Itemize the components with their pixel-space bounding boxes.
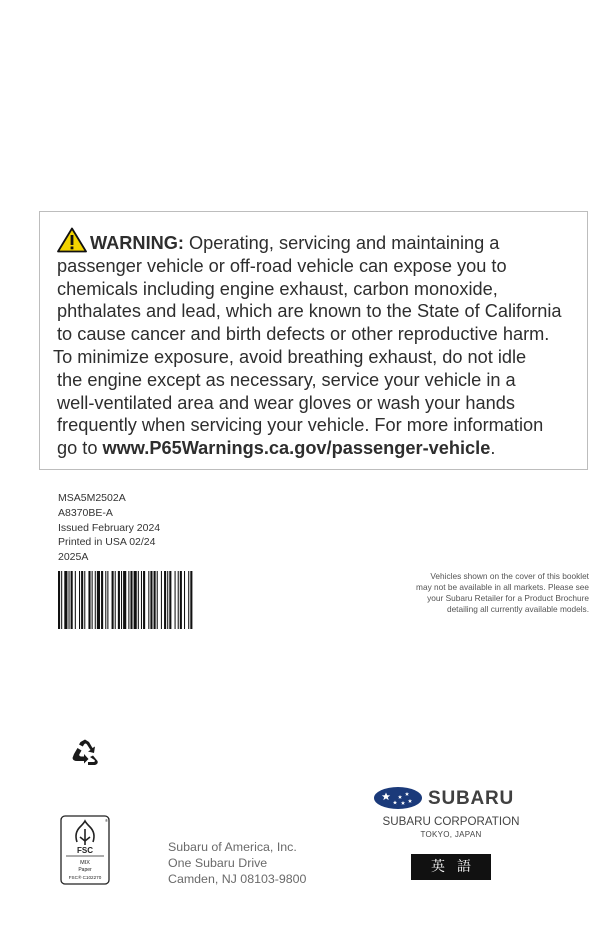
disclaimer-line: may not be available in all markets. Please see [416, 582, 589, 592]
cover-disclaimer [349, 571, 589, 615]
disclaimer-line: Vehicles shown on the cover of this booklet [430, 571, 589, 581]
barcode-bar [105, 571, 106, 629]
address-line: One Subaru Drive [168, 856, 268, 870]
publication-codes [58, 491, 160, 565]
warning-line: To minimize exposure, avoid breathing exhaust, do not idle [53, 346, 527, 367]
barcode-bar [164, 571, 166, 629]
barcode-bar [118, 571, 120, 629]
warning-line: the engine except as necessary, service your vehicle in a [57, 369, 516, 390]
barcode-bar [175, 571, 176, 629]
barcode-bar [121, 571, 122, 629]
barcode-bar [130, 571, 132, 629]
fsc-paper: Paper [78, 867, 92, 873]
barcode-bar [150, 571, 152, 629]
barcode-bar [138, 571, 139, 629]
barcode-bar [123, 571, 126, 629]
code-line: Issued February 2024 [58, 521, 161, 534]
fsc-mix: MIX [80, 860, 90, 866]
barcode-bar [101, 571, 103, 629]
fsc-code: FSC® C102270 [68, 875, 102, 880]
warning-line: phthalates and lead, which are known to the State of California [57, 301, 562, 322]
barcode-bar [141, 571, 142, 629]
warning-line: well-ventilated area and wear gloves or wash your hands [57, 392, 515, 413]
warning-line: frequently when servicing your vehicle. For more information [57, 415, 544, 436]
barcode-bar [71, 571, 73, 629]
code-line: A8370BE-A [58, 506, 113, 519]
barcode-bar [134, 571, 137, 629]
barcode-bar [184, 571, 185, 629]
barcode-bar [97, 571, 100, 629]
warning-line: chemicals including engine exhaust, carbon monoxide, [57, 278, 498, 299]
fsc-label: FSC [77, 846, 93, 855]
barcode-bar [188, 571, 189, 629]
subaru-wordmark: SUBARU [428, 788, 515, 809]
disclaimer-line: your Subaru Retailer for a Product Brochure [427, 593, 589, 603]
code-line: Printed in USA 02/24 [58, 536, 156, 549]
warning-url-suffix: . [490, 438, 496, 459]
warning-url-link[interactable]: www.P65Warnings.ca.gov/passenger-vehicle [102, 438, 491, 459]
barcode-bar [180, 571, 182, 629]
barcode-bar [84, 571, 85, 629]
code-line: MSA5M2502A [58, 492, 126, 504]
barcode [58, 571, 238, 629]
warning-line: go to [57, 438, 103, 459]
warning-label: WARNING: [90, 233, 184, 253]
warning-line: passenger vehicle or off-road vehicle can expose you to [57, 255, 507, 276]
barcode-bar [58, 571, 60, 629]
barcode-bar [169, 571, 171, 629]
corporation-name: SUBARU CORPORATION [382, 815, 520, 828]
barcode-bar [107, 571, 108, 629]
barcode-bar [112, 571, 114, 629]
barcode-bar [157, 571, 158, 629]
language-badge: 英語 [411, 854, 491, 880]
warning-line: to cause cancer and birth defects or other reproductive harm. [57, 324, 550, 345]
fsc-logo [60, 815, 110, 885]
address-line: Camden, NJ 08103-9800 [168, 872, 307, 886]
barcode-bar [190, 571, 192, 629]
address [168, 839, 306, 887]
barcode-bar [88, 571, 90, 629]
barcode-bar [61, 571, 62, 629]
address-line: Subaru of America, Inc. [168, 840, 297, 854]
warning-line: Operating, servicing and maintaining a [189, 233, 500, 253]
warning-text [53, 227, 587, 460]
barcode-bar [95, 571, 96, 629]
barcode-bar [161, 571, 162, 629]
barcode-bar [64, 571, 67, 629]
barcode-bar [178, 571, 179, 629]
barcode-bar [143, 571, 145, 629]
barcode-bar [167, 571, 168, 629]
code-line: 2025A [58, 551, 89, 564]
disclaimer-line: detailing all currently available models. [446, 604, 589, 614]
barcode-bar [75, 571, 76, 629]
barcode-bar [128, 571, 129, 629]
barcode-bar [81, 571, 83, 629]
barcode-bar [92, 571, 93, 629]
barcode-bar [148, 571, 149, 629]
barcode-bar [154, 571, 156, 629]
recycle-icon [70, 739, 100, 767]
barcode-bar [79, 571, 80, 629]
barcode-bar [115, 571, 116, 629]
svg-text:®: ® [105, 818, 108, 823]
barcode-bar [69, 571, 70, 629]
subaru-logo-icon [373, 786, 423, 810]
corporation-location: TOKYO, JAPAN [420, 830, 482, 839]
warning-triangle-icon [57, 227, 87, 253]
